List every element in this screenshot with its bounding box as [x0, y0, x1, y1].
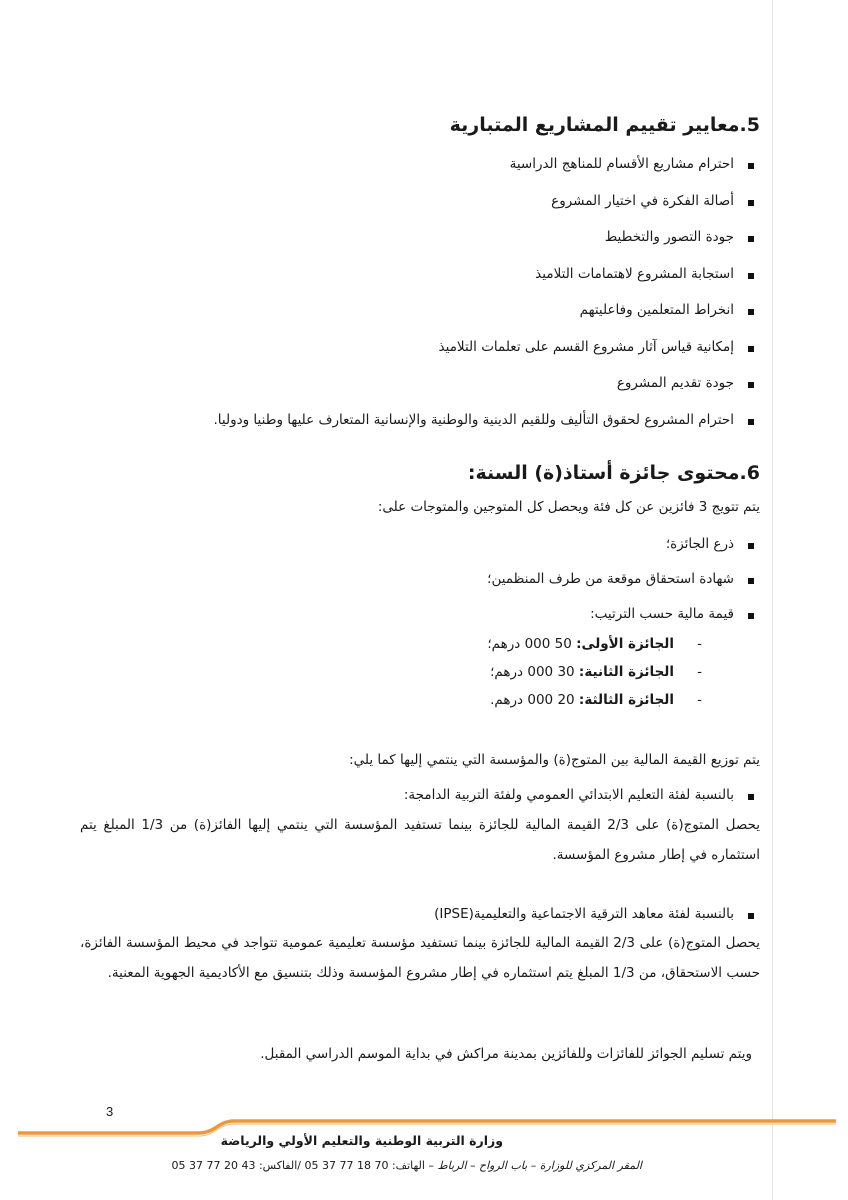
- category-2-list: [80, 906, 760, 922]
- category-2-title: بالنسبة لفئة معاهد الترقية الاجتماعية والتعليمية(IPSE): [80, 906, 760, 922]
- address-location: المقر المركزي للوزارة – باب الرواح – الرباط –: [424, 1159, 642, 1172]
- closing-text: ويتم تسليم الجوائز للفائزات وللفائزين بمدينة مراكش في بداية الموسم الدراسي المقبل.: [260, 1046, 752, 1062]
- prize-item: [80, 664, 760, 692]
- prize-label: الجائزة الثانية:: [578, 664, 674, 680]
- criteria-item: انخراط المتعلمين وفاعليتهم: [80, 302, 760, 339]
- prize-value: 20 000 درهم.: [490, 692, 575, 708]
- prize-label: الجائزة الأولى:: [576, 636, 674, 652]
- category-1: [80, 787, 760, 803]
- ministry-name: وزارة التربية الوطنية والتعليم الأولي والرياضة: [220, 1133, 503, 1148]
- section-6-title: 6.محتوى جائزة أستاذ(ة) السنة:: [467, 462, 760, 484]
- prize-list: [80, 636, 760, 720]
- criteria-list: [80, 156, 760, 448]
- ministry-address: [171, 1159, 642, 1172]
- section-5-title: 5.معايير تقييم المشاريع المتبارية: [449, 114, 760, 136]
- awards-list: [80, 536, 760, 634]
- section-6: [80, 462, 760, 484]
- criteria-item: إمكانية قياس آثار مشروع القسم على تعلمات التلاميذ: [80, 339, 760, 376]
- category-1-text: يحصل المتوج(ة) على 2/3 القيمة المالية للجائزة بينما تستفيد المؤسسة التي ينتمي إليها الفائز(ة) من 1/3 المبلغ يتم استثماره في إطار مشروع المؤسسة.: [80, 817, 760, 863]
- prize-item: [80, 692, 760, 720]
- category-1-text-wrap: [80, 810, 760, 870]
- section-5-list-wrap: [80, 156, 760, 448]
- award-item: ذرع الجائزة؛: [80, 536, 760, 571]
- criteria-item: استجابة المشروع لاهتمامات التلاميذ: [80, 266, 760, 303]
- closing-wrap: [80, 1046, 760, 1062]
- prize-value: 30 000 درهم؛: [490, 664, 575, 680]
- criteria-item: جودة التصور والتخطيط: [80, 229, 760, 266]
- distribution-intro: يتم توزيع القيمة المالية بين المتوج(ة) والمؤسسة التي ينتمي إليها كما يلي:: [349, 752, 760, 768]
- prize-value: 50 000 درهم؛: [487, 636, 572, 652]
- category-2: [80, 906, 760, 922]
- criteria-item: جودة تقديم المشروع: [80, 375, 760, 412]
- category-1-title: بالنسبة لفئة التعليم الابتدائي العمومي ولفئة التربية الدامجة:: [80, 787, 760, 803]
- address-contacts: الهاتف: 70 18 77 37 05 /الفاكس: 43 20 77 37 05: [171, 1159, 425, 1172]
- awards-intro: يتم تتويج 3 فائزين عن كل فئة ويحصل كل المتوجين والمتوجات على:: [377, 499, 760, 515]
- section-6-intro-wrap: [80, 499, 760, 515]
- criteria-item: أصالة الفكرة في اختيار المشروع: [80, 193, 760, 230]
- category-1-list: [80, 787, 760, 803]
- awards-list-wrap: [80, 536, 760, 634]
- award-item: قيمة مالية حسب الترتيب:: [80, 606, 760, 634]
- page-edge: [772, 0, 773, 1200]
- prize-label: الجائزة الثالثة:: [578, 692, 674, 708]
- prizes-wrap: [80, 636, 760, 720]
- category-2-text: يحصل المتوج(ة) على 2/3 القيمة المالية للجائزة بينما تستفيد مؤسسة تعليمية عمومية تتواجد في محيط المؤسسة الفائزة، حسب الاستحقاق، من 1/3 المبلغ يتم استثماره في إطار مشروع المؤسسة وذلك بتنسيق مع الأكاديمية الجهوية المعنية.: [80, 935, 760, 981]
- page-number: 3: [106, 1104, 114, 1119]
- prize-item: [80, 636, 760, 664]
- category-2-text-wrap: [80, 928, 760, 988]
- award-item: شهادة استحقاق موقعة من طرف المنظمين؛: [80, 571, 760, 606]
- distribution-intro-wrap: [80, 752, 760, 768]
- section-5: [80, 114, 760, 136]
- criteria-item: احترام مشاريع الأقسام للمناهج الدراسية: [80, 156, 760, 193]
- criteria-item: احترام المشروع لحقوق التأليف وللقيم الدينية والوطنية والإنسانية المتعارف عليها وطنيا ودوليا.: [80, 412, 760, 449]
